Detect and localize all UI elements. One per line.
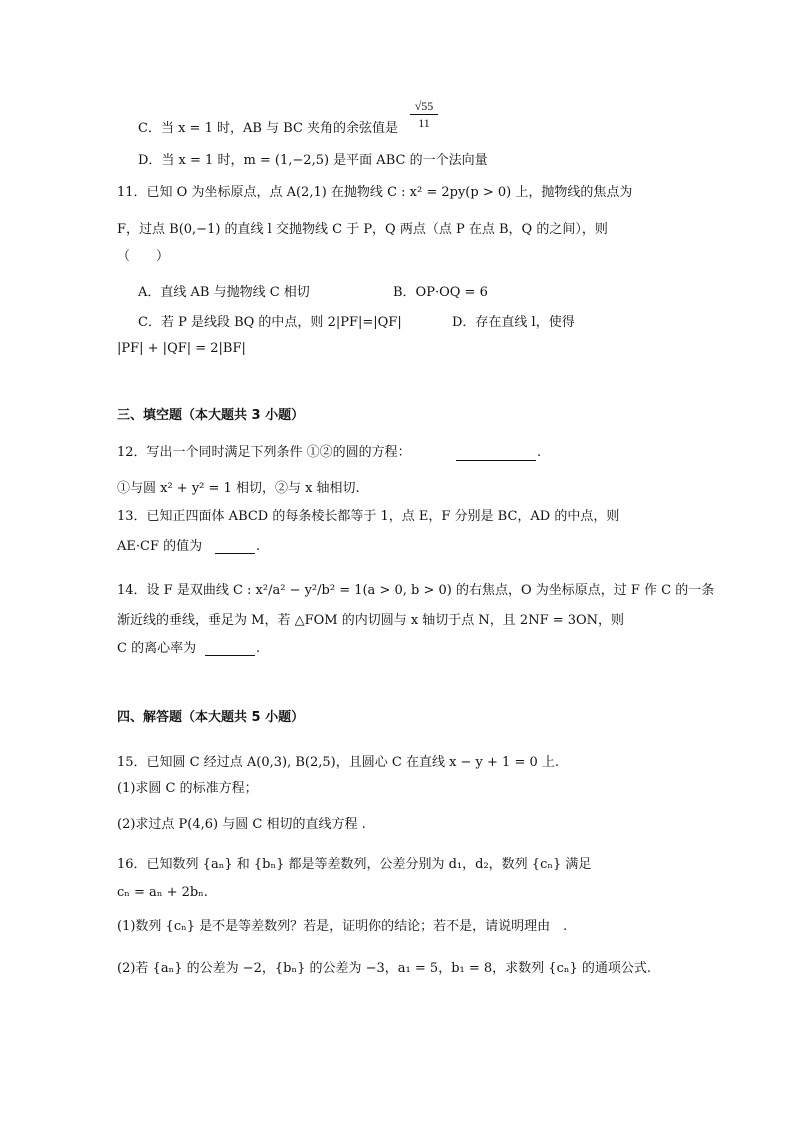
q14-period: . <box>256 641 261 656</box>
q13-stem-line2: AE·CF 的值为 <box>117 539 203 554</box>
q14-stem-line3: C 的离心率为 <box>117 641 197 656</box>
q11-stem-line2: F，过点 B(0,−1) 的直线 l 交抛物线 C 于 P，Q 两点（点 P 在点 B，Q 的之间），则 <box>117 222 608 237</box>
section-heading-solutions: 四、解答题（本大题共 5 小题） <box>117 710 305 725</box>
q14-stem-line1: 14．设 F 是双曲线 C : x²/a² − y²/b² = 1(a > 0, b > 0) 的右焦点，O 为坐标原点，过 F 作 C 的一条 <box>117 583 715 598</box>
q11-option-d: D．存在直线 l，使得 <box>452 315 575 330</box>
q15-part2: (2)求过点 P(4,6) 与圆 C 相切的直线方程 . <box>117 817 366 832</box>
q11-stem-line1: 11．已知 O 为坐标原点，点 A(2,1) 在抛物线 C : x² = 2py(p > 0) 上，抛物线的焦点为 <box>117 185 633 200</box>
q16-part2: (2)若 {aₙ} 的公差为 −2，{bₙ} 的公差为 −3，a₁ = 5，b₁ = 8，求数列 {cₙ} 的通项公式. <box>117 961 652 976</box>
q12-stem-line2: ①与圆 x² + y² = 1 相切，②与 x 轴相切. <box>117 481 360 496</box>
q11-answer-paren: （ ） <box>117 249 170 264</box>
section-heading-fill-in: 三、填空题（本大题共 3 小题） <box>117 408 305 423</box>
q11-option-b: B．OP·OQ = 6 <box>393 285 488 300</box>
q14-stem-line2: 渐近线的垂线，垂足为 M，若 △FOM 的内切圆与 x 轴切于点 N，且 2NF = 3ON，则 <box>117 613 625 628</box>
q15-stem: 15．已知圆 C 经过点 A(0,3), B(2,5)，且圆心 C 在直线 x − y + 1 = 0 上. <box>117 755 560 770</box>
fraction-numerator: √55 <box>410 98 438 115</box>
q14-answer-blank <box>205 655 255 656</box>
q11-option-d-continued: |PF| + |QF| = 2|BF| <box>117 341 246 356</box>
q16-stem-line2: cₙ = aₙ + 2bₙ. <box>117 885 208 900</box>
q13-stem-line1: 13．已知正四面体 ABCD 的每条棱长都等于 1，点 E，F 分别是 BC，AD 的中点，则 <box>117 509 620 524</box>
q13-answer-blank <box>215 553 255 554</box>
q12-period: . <box>537 445 542 460</box>
q10-option-d: D．当 x = 1 时，m = (1,−2,5) 是平面 ABC 的一个法向量 <box>138 153 488 168</box>
q13-period: . <box>256 539 261 554</box>
q15-part1: (1)求圆 C 的标准方程； <box>117 781 258 796</box>
fraction-denominator: 11 <box>418 116 430 130</box>
q12-answer-blank <box>456 460 536 461</box>
q11-option-a: A．直线 AB 与抛物线 C 相切 <box>138 285 310 300</box>
q16-part1: (1)数列 {cₙ} 是不是等差数列？若是，证明你的结论；若不是，请说明理由 . <box>117 919 568 934</box>
q10-cosine-fraction <box>410 98 438 131</box>
q12-stem-line1: 12．写出一个同时满足下列条件 ①②的圆的方程： <box>117 445 411 460</box>
q16-stem-line1: 16．已知数列 {aₙ} 和 {bₙ} 都是等差数列，公差分别为 d₁，d₂，数列 {cₙ} 满足 <box>117 857 592 872</box>
q10-option-c: C．当 x = 1 时，AB 与 BC 夹角的余弦值是 <box>138 121 399 136</box>
q11-option-c: C．若 P 是线段 BQ 的中点，则 2|PF|=|QF| <box>138 315 402 330</box>
